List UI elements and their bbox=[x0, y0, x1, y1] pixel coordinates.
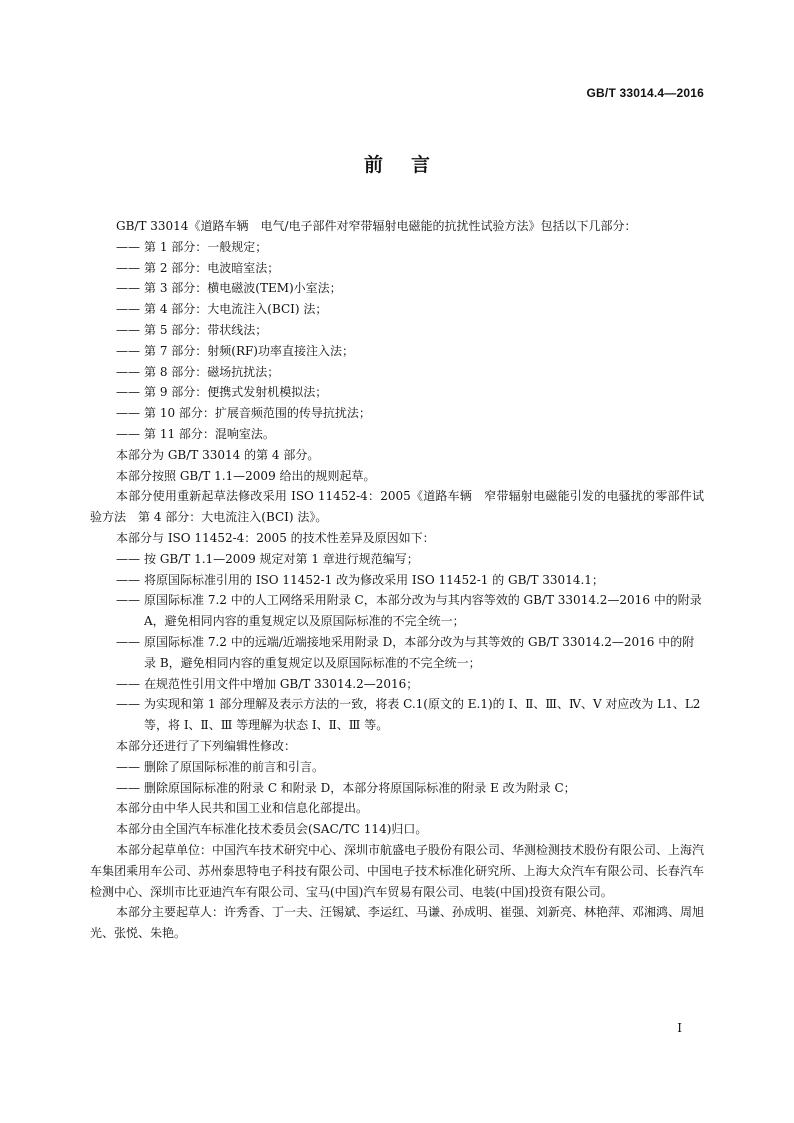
paragraph: 本部分为 GB/T 33014 的第 4 部分。 bbox=[116, 447, 320, 462]
list-item bbox=[116, 299, 704, 320]
dash-mark: —— bbox=[116, 322, 140, 337]
dash-mark: —— bbox=[116, 593, 140, 608]
dash-mark: —— bbox=[116, 281, 140, 296]
list-item-text: 将原国际标准引用的 ISO 11452-1 改为修改采用 ISO 11452-1 的 GB/T 33014.1； bbox=[144, 572, 604, 587]
list-item bbox=[116, 590, 704, 632]
list-item-text: 第 2 部分：电波暗室法； bbox=[144, 260, 280, 275]
list-item-text: 第 4 部分：大电流注入(BCI) 法； bbox=[144, 302, 328, 317]
standard-code: GB/T 33014.4—2016 bbox=[586, 86, 704, 100]
paragraph: 本部分由全国汽车标准化技术委员会(SAC/TC 114)归口。 bbox=[116, 822, 428, 837]
list-item bbox=[116, 694, 704, 736]
list-item bbox=[116, 320, 704, 341]
page-number: I bbox=[677, 1021, 682, 1035]
dash-mark: —— bbox=[116, 343, 140, 358]
list-item bbox=[116, 757, 704, 778]
list-item bbox=[116, 362, 704, 383]
dash-mark: —— bbox=[116, 551, 140, 566]
dash-mark: —— bbox=[116, 572, 140, 587]
list-item-text: 原国际标准 7.2 中的人工网络采用附录 C，本部分改为与其内容等效的 GB/T 33014.2—2016 中的附录 A，避免相同内容的重复规定以及原国际标准的不完全统一； bbox=[144, 593, 702, 629]
list-item bbox=[116, 382, 704, 403]
list-item-text: 第 5 部分：带状线法； bbox=[144, 322, 268, 337]
paragraph: 本部分由中华人民共和国工业和信息化部提出。 bbox=[116, 801, 369, 816]
list-item-text: 第 11 部分：混响室法。 bbox=[144, 426, 275, 441]
list-item bbox=[116, 549, 704, 570]
list-item bbox=[116, 674, 704, 695]
list-item-text: 按 GB/T 1.1—2009 规定对第 1 章进行规范编写； bbox=[144, 551, 419, 566]
page-title: 前言 bbox=[363, 154, 458, 176]
document-body bbox=[90, 216, 704, 944]
list-item bbox=[116, 570, 704, 591]
dash-mark: —— bbox=[116, 406, 140, 421]
list-item-text: 删除原国际标准的附录 C 和附录 D，本部分将原国际标准的附录 E 改为附录 C； bbox=[144, 780, 576, 795]
list-item-text: 第 8 部分：磁场抗扰法； bbox=[144, 364, 280, 379]
list-item-text: 在规范性引用文件中增加 GB/T 33014.2—2016； bbox=[144, 676, 419, 691]
paragraph: 本部分按照 GB/T 1.1—2009 给出的规则起草。 bbox=[116, 468, 376, 483]
dash-mark: —— bbox=[116, 759, 140, 774]
dash-mark: —— bbox=[116, 260, 140, 275]
dash-mark: —— bbox=[116, 239, 140, 254]
paragraph: GB/T 33014《道路车辆 电气/电子部件对窄带辐射电磁能的抗扰性试验方法》包括以下几部分： bbox=[116, 219, 637, 233]
list-item bbox=[116, 424, 704, 445]
paragraph: 本部分使用重新起草法修改采用 ISO 11452-4：2005《道路车辆 窄带辐射电磁能引发的电骚扰的零部件试验方法 第 4 部分：大电流注入(BCI) 法》。 bbox=[90, 489, 704, 525]
dash-mark: —— bbox=[116, 780, 140, 795]
dash-mark: —— bbox=[116, 385, 140, 400]
dash-mark: —— bbox=[116, 634, 140, 649]
list-item bbox=[116, 632, 704, 674]
list-item bbox=[116, 237, 704, 258]
dash-mark: —— bbox=[116, 302, 140, 317]
list-item bbox=[116, 258, 704, 279]
list-item bbox=[116, 341, 704, 362]
list-item-text: 第 7 部分：射频(RF)功率直接注入法； bbox=[144, 343, 354, 358]
list-item-text: 第 10 部分：扩展音频范围的传导抗扰法； bbox=[144, 406, 371, 421]
paragraph: 本部分还进行了下列编辑性修改： bbox=[116, 738, 297, 753]
list-item-text: 第 9 部分：便携式发射机模拟法； bbox=[144, 385, 328, 400]
list-item bbox=[116, 278, 704, 299]
list-item-text: 第 1 部分：一般规定； bbox=[144, 239, 268, 254]
list-item bbox=[116, 403, 704, 424]
paragraph: 本部分主要起草人：许秀香、丁一夫、汪锡斌、李运红、马谦、孙成明、崔强、刘新亮、林艳萍、邓湘鸿、周旭光、张悦、朱艳。 bbox=[90, 905, 705, 941]
paragraph: 本部分起草单位：中国汽车技术研究中心、深圳市航盛电子股份有限公司、华测检测技术股份有限公司、上海汽车集团乘用车公司、苏州泰思特电子科技有限公司、中国电子技术标准化研究所、上海大众汽车有限公司、长春汽车检测中心、深圳市比亚迪汽车有限公司、宝马(中国)汽车贸易有限公司、电装(中国)投资有限公司。 bbox=[90, 842, 705, 899]
paragraph: 本部分与 ISO 11452-4：2005 的技术性差异及原因如下： bbox=[116, 530, 435, 545]
dash-mark: —— bbox=[116, 676, 140, 691]
dash-mark: —— bbox=[116, 426, 140, 441]
dash-mark: —— bbox=[116, 697, 140, 712]
list-item-text: 删除了原国际标准的前言和引言。 bbox=[144, 759, 325, 774]
list-item-text: 第 3 部分：横电磁波(TEM)小室法； bbox=[144, 281, 342, 296]
list-item-text: 为实现和第 1 部分理解及表示方法的一致，将表 C.1(原文的 E.1)的 Ⅰ、Ⅱ、Ⅲ、Ⅳ、Ⅴ 对应改为 L1、L2 等，将 Ⅰ、Ⅱ、Ⅲ 等理解为状态 Ⅰ、Ⅱ、Ⅲ 等。 bbox=[144, 697, 701, 733]
list-item-text: 原国际标准 7.2 中的远端/近端接地采用附录 D，本部分改为与其等效的 GB/T 33014.2—2016 中的附录 B，避免相同内容的重复规定以及原国际标准的不完全统一； bbox=[144, 634, 695, 670]
list-item bbox=[116, 778, 704, 799]
dash-mark: —— bbox=[116, 364, 140, 379]
